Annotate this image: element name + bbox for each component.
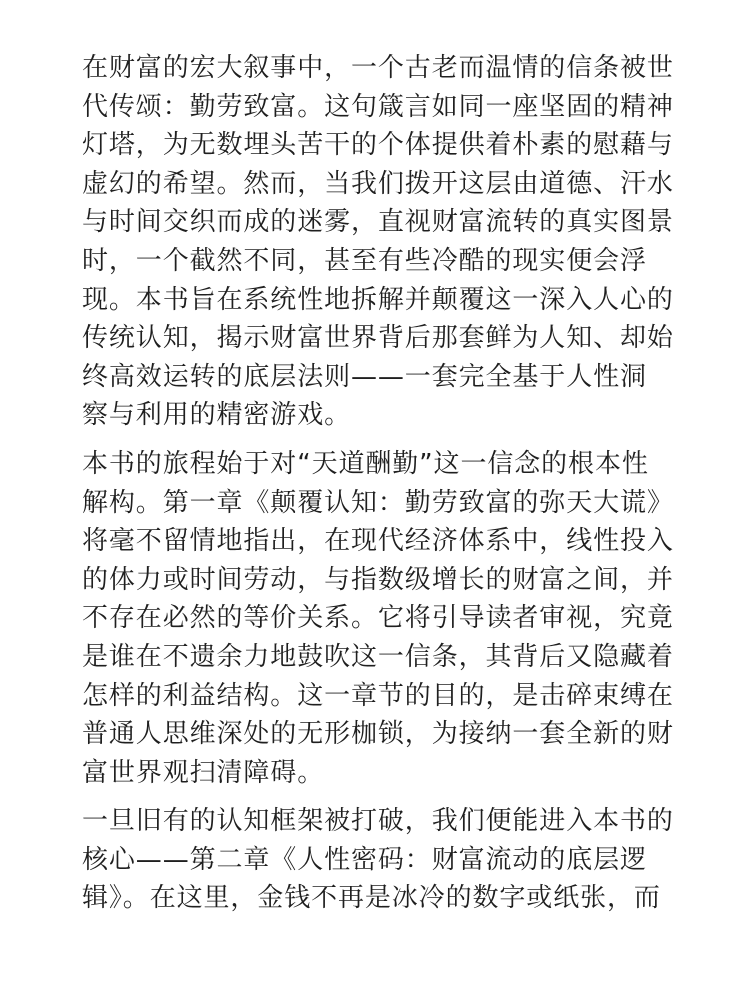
paragraph-2-line-2: 解构。第一章《颠覆认知：勤劳致富的弥天大谎》 bbox=[82, 487, 674, 518]
paragraph-2-line-3: 将毫不留情地指出，在现代经济体系中，线性投入 bbox=[82, 526, 674, 557]
paragraph-2-line-4: 的体力或时间劳动，与指数级增长的财富之间，并 bbox=[82, 564, 674, 595]
paragraph-3-line-2: 核心——第二章《人性密码：财富流动的底层逻 bbox=[82, 844, 647, 875]
paragraph-2-line-1: 本书的旅程始于对“天道酬勤”这一信念的根本性 bbox=[82, 448, 649, 479]
paragraph-3 bbox=[82, 802, 682, 918]
paragraph-1-line-8: 传统认知，揭示财富世界背后那套鲜为人知、却始 bbox=[82, 323, 674, 354]
article-body bbox=[82, 49, 682, 918]
paragraph-2-line-6: 是谁在不遗余力地鼓吹这一信条，其背后又隐藏着 bbox=[82, 641, 674, 672]
paragraph-2-line-9: 富世界观扫清障碍。 bbox=[82, 757, 325, 788]
paragraph-1-line-7: 现。本书旨在系统性地拆解并颠覆这一深入人心的 bbox=[82, 284, 674, 315]
paragraph-1 bbox=[82, 49, 682, 435]
paragraph-2-line-8: 普通人思维深处的无形枷锁，为接纳一套全新的财 bbox=[82, 719, 674, 750]
paragraph-3-line-1: 一旦旧有的认知框架被打破，我们便能进入本书的 bbox=[82, 806, 674, 837]
paragraph-2 bbox=[82, 445, 682, 792]
paragraph-1-line-3: 灯塔，为无数埋头苦干的个体提供着朴素的慰藉与 bbox=[82, 130, 674, 161]
paragraph-1-line-1: 在财富的宏大叙事中，一个古老而温情的信条被世 bbox=[82, 53, 674, 83]
paragraph-2-line-7: 怎样的利益结构。这一章节的目的，是击碎束缚在 bbox=[82, 680, 674, 711]
paragraph-1-line-2: 代传颂：勤劳致富。这句箴言如同一座坚固的精神 bbox=[82, 91, 674, 122]
paragraph-3-line-3: 辑》。在这里，金钱不再是冰冷的数字或纸张，而 bbox=[82, 883, 661, 914]
paragraph-1-line-6: 时，一个截然不同，甚至有些冷酷的现实便会浮 bbox=[82, 245, 647, 276]
paragraph-1-line-10: 察与利用的精密游戏。 bbox=[82, 400, 352, 431]
paragraph-1-line-4: 虚幻的希望。然而，当我们拨开这层由道德、汗水 bbox=[82, 168, 674, 199]
paragraph-1-line-9: 终高效运转的底层法则——一套完全基于人性洞 bbox=[82, 361, 647, 392]
paragraph-2-line-5: 不存在必然的等价关系。它将引导读者审视，究竟 bbox=[82, 603, 674, 634]
paragraph-1-line-5: 与时间交织而成的迷雾，直视财富流转的真实图景 bbox=[82, 207, 674, 238]
